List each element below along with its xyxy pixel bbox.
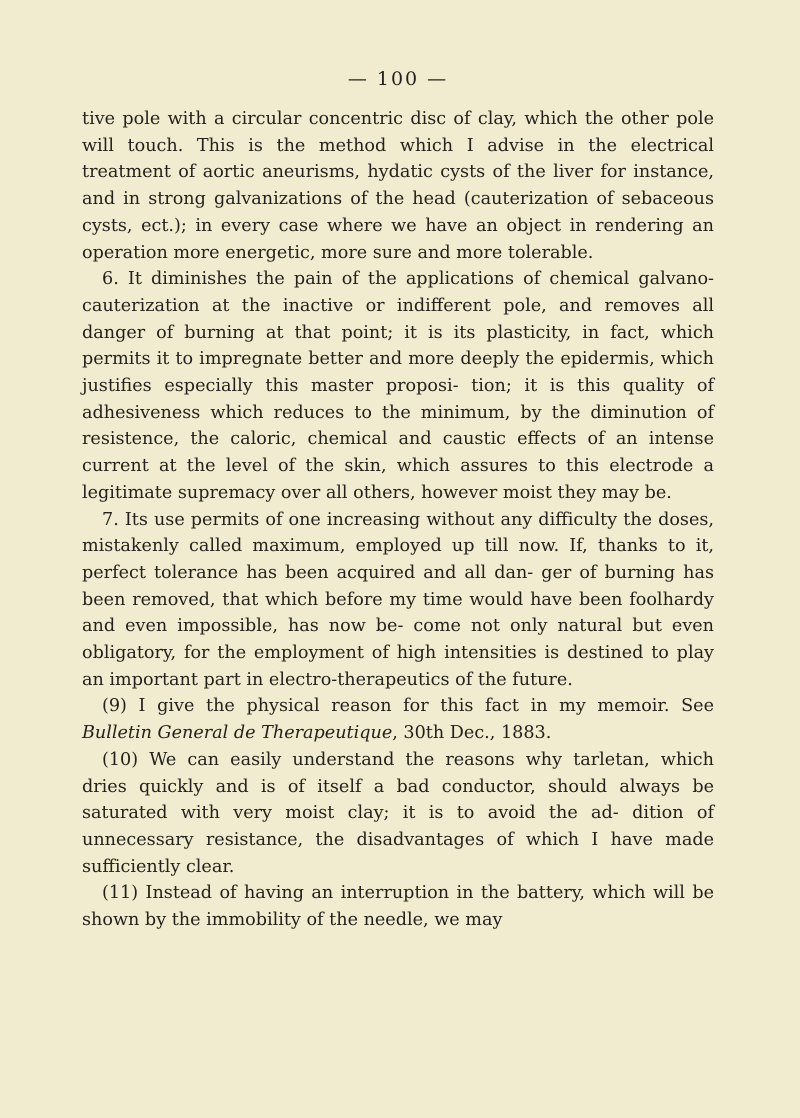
paragraph-item-7: 7. Its use permits of one increasing without any difficulty the doses, mistakenly called maximum, employed up till now. If, thanks to it, perfect tolerance has been acquired and all dan- ger of burning has been removed, that which before my time would have been foolhardy and even impossible, has now be- come not only natural but even obligatory, for the employment of high intensities is destined to play an important part in electro-therapeutics of the future. xyxy=(82,509,714,690)
footnote-9-text: (9) I give the physical reason for this fact in my memoir. See xyxy=(102,696,714,717)
footnote-9 xyxy=(82,693,714,746)
footnote-11: (11) Instead of having an interruption in the battery, which will be shown by the immobility of the needle, we may xyxy=(82,883,714,931)
footnote-10: (10) We can easily understand the reasons why tarletan, which dries quickly and is of itself a bad conductor, should always be saturated with very moist clay; it is to avoid the ad- dition of unnecessary resistance, the disadvantages of which I have made sufficiently clear. xyxy=(82,749,714,877)
paragraph-item-6: 6. It diminishes the pain of the applications of chemical galvano-cauterization at the inactive or indifferent pole, and removes all danger of burning at that point; it is its plasticity, in fact, which permits it to impregnate better and more deeply the epidermis, which justifies especially this master proposi- tion; it is this quality of adhesiveness which reduces to the minimum, by the diminution of resistence, the caloric, chemical and caustic effects of an intense current at the level of the skin, which assures to this electrode a legitimate supremacy over all others, however moist they may be. xyxy=(82,269,714,503)
body-text xyxy=(82,106,714,934)
page-number: — 100 — xyxy=(347,68,449,90)
journal-title: Bulletin General de Therapeutique xyxy=(82,723,393,744)
paragraph-continuation: tive pole with a circular concentric disc of clay, which the other pole will touch. This is the method which I advise in the electrical treatment of aortic aneurisms, hydatic cysts of the liver for instance, and in strong galvanizations of the head (cauterization of sebaceous cysts, ect.); in every case where we have an object in rendering an operation more energetic, more sure and more tolerable. xyxy=(82,109,714,263)
footnote-9-date: , 30th Dec., 1883. xyxy=(392,723,552,744)
